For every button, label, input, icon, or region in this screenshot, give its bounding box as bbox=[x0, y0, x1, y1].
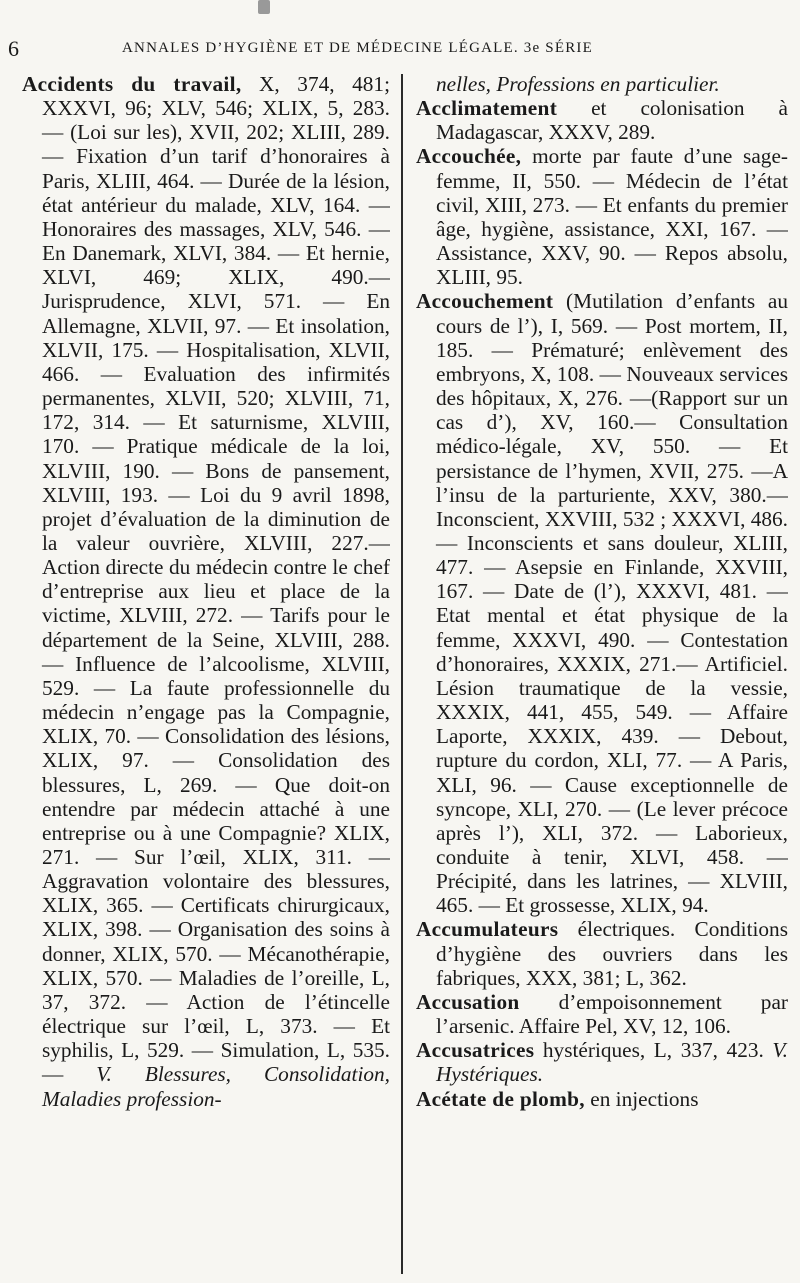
entry-text: hystériques, L, 337, 423. bbox=[534, 1038, 773, 1063]
entry-text: morte par faute d’une sage-femme, II, 550. — Médecin de l’état civil, XIII, 273. — Et enfants du premier âge, hygiène, assistance, XXI, 167. — Assistance, XXV, 90. — Repos absolu, XLIII, 95. bbox=[436, 144, 788, 290]
ink-spot bbox=[258, 0, 270, 14]
entry-heading: Accusatrices bbox=[416, 1038, 535, 1063]
index-entry bbox=[416, 96, 788, 144]
entry-text: électriques. Conditions d’hygiène des ouvriers dans les fabriques, XXX, 381; L, 362. bbox=[436, 917, 788, 990]
column-divider bbox=[401, 74, 403, 1274]
entry-text: d’empoisonnement par l’arsenic. Affaire Pel, XV, 12, 106. bbox=[436, 989, 788, 1039]
entry-see-also: V. Blessures, Consolidation, Maladies profession- bbox=[42, 1062, 390, 1111]
entry-see-also: V. Hystériques. bbox=[436, 1038, 788, 1087]
index-entry bbox=[416, 990, 788, 1038]
index-entry bbox=[416, 144, 788, 289]
entry-text: X, 374, 481; XXXVI, 96; XLV, 546; XLIX, 5, 283. — (Loi sur les), XVII, 202; XLIII, 289. — Fixation d’un tarif d’honoraires à Paris, XLIII, 464. — Durée de la lésion, état antérieur du malade, XLV, 164. — Honoraires des massages, XLV, 546. — En Danemark, XLVI, 384. — Et hernie, XLVI, 469; XLIX, 490.— Jurisprudence, XLVI, 571. — En Allemagne, XLVII, 97. — Et insolation, XLVII, 175. — Hospitalisation, XLVII, 466. — Evaluation des infirmités permanentes, XLVII, 520; XLVIII, 71, 172, 314. — Et saturnisme, XLVIII, 170. — Pratique médicale de la loi, XLVIII, 190. — Bons de pansement, XLVIII, 193. — Loi du 9 avril 1898, projet d’évaluation de la diminution de la valeur ouvrière, XLVIII, 227.—Action directe du médecin contre le chef d’entreprise aux lieu et place de la victime, XLVIII, 272. — Tarifs pour le département de la Seine, XLVIII, 288. — Influence de l’alcoolisme, XLVIII, 529. — La faute professionnelle du médecin n’engage pas la Compagnie, XLIX, 70. — Consolidation des lésions, XLIX, 97. — Consolidation des blessures, L, 269. — Que doit-on entendre par médecin attaché à une entreprise ou à une Compagnie? XLIX, 271. — Sur l’œil, XLIX, 311. — Aggravation volontaire des blessures, XLIX, 365. — Certificats chirurgicaux, XLIX, 398. — Organisation des soins à donner, XLIX, 570. — Mécanothérapie, XLIX, 570. — Maladies de l’oreille, L, 37, 372. — Action de l’étincelle électrique sur l’œil, L, 373. — Et syphilis, L, 529. — Simulation, L, 535. — bbox=[42, 72, 390, 1087]
entry-text: en injections bbox=[584, 1086, 699, 1111]
entry-heading: Accidents du travail, bbox=[22, 72, 242, 96]
running-title: ANNALES D’HYGIÈNE ET DE MÉDECINE LÉGALE. 3e SÉRIE bbox=[122, 40, 593, 56]
entry-heading: Accouchée, bbox=[416, 144, 522, 169]
right-column bbox=[416, 72, 788, 1272]
index-entry bbox=[416, 1038, 788, 1086]
left-column bbox=[22, 72, 390, 1272]
entry-text: et colonisation à Madagascar, XXXV, 289. bbox=[436, 96, 788, 145]
index-entry bbox=[22, 72, 390, 1111]
index-entry bbox=[416, 289, 788, 917]
entry-heading: Acétate de plomb, bbox=[416, 1086, 585, 1111]
entry-heading: Accouchement bbox=[416, 289, 554, 314]
entry-text: (Mutilation d’enfants au cours de l’), I, 569. — Post mortem, II, 185. — Prématuré; enlèvement des embryons, X, 108. — Nouveaux services des hôpitaux, X, 276. —(Rapport sur un cas d’), XV, 160.— Consultation médico-légale, XV, 550. — Et persistance de l’hymen, XVII, 275. —A l’insu de la parturiente, XXV, 380.— Inconscient, XXVIII, 532 ; XXXVI, 486.— Inconscients et sans douleur, XLIII, 477. — Asepsie en Finlande, XXVIII, 167. — Date de (l’), XXXVI, 481. — Etat mental et état physique de la femme, XXXVI, 490. — Contestation d’honoraires, XXXIX, 271.— Artificiel. Lésion traumatique de la vessie, XXXIX, 441, 455, 549. — Affaire Laporte, XXXIX, 439. — Debout, rupture du cordon, XLI, 77. — A Paris, XLI, 96. — Cause exceptionnelle de syncope, XLI, 270. — (Le lever précoce après l’), XLI, 372. — Laborieux, conduite à tenir, XLVI, 458. — Précipité, dans les latrines, — XLVIII, 465. — Et grossesse, XLIX, 94. bbox=[436, 289, 788, 918]
entry-heading: Acclimatement bbox=[416, 96, 558, 121]
index-entry bbox=[416, 1087, 788, 1111]
page-header bbox=[0, 36, 800, 66]
entry-heading: Accumulateurs bbox=[416, 917, 559, 942]
entry-heading: Accusation bbox=[416, 989, 520, 1014]
index-entry bbox=[416, 917, 788, 989]
entry-continuation: nelles, Professions en particulier. bbox=[436, 72, 720, 96]
page-number: 6 bbox=[8, 36, 19, 61]
